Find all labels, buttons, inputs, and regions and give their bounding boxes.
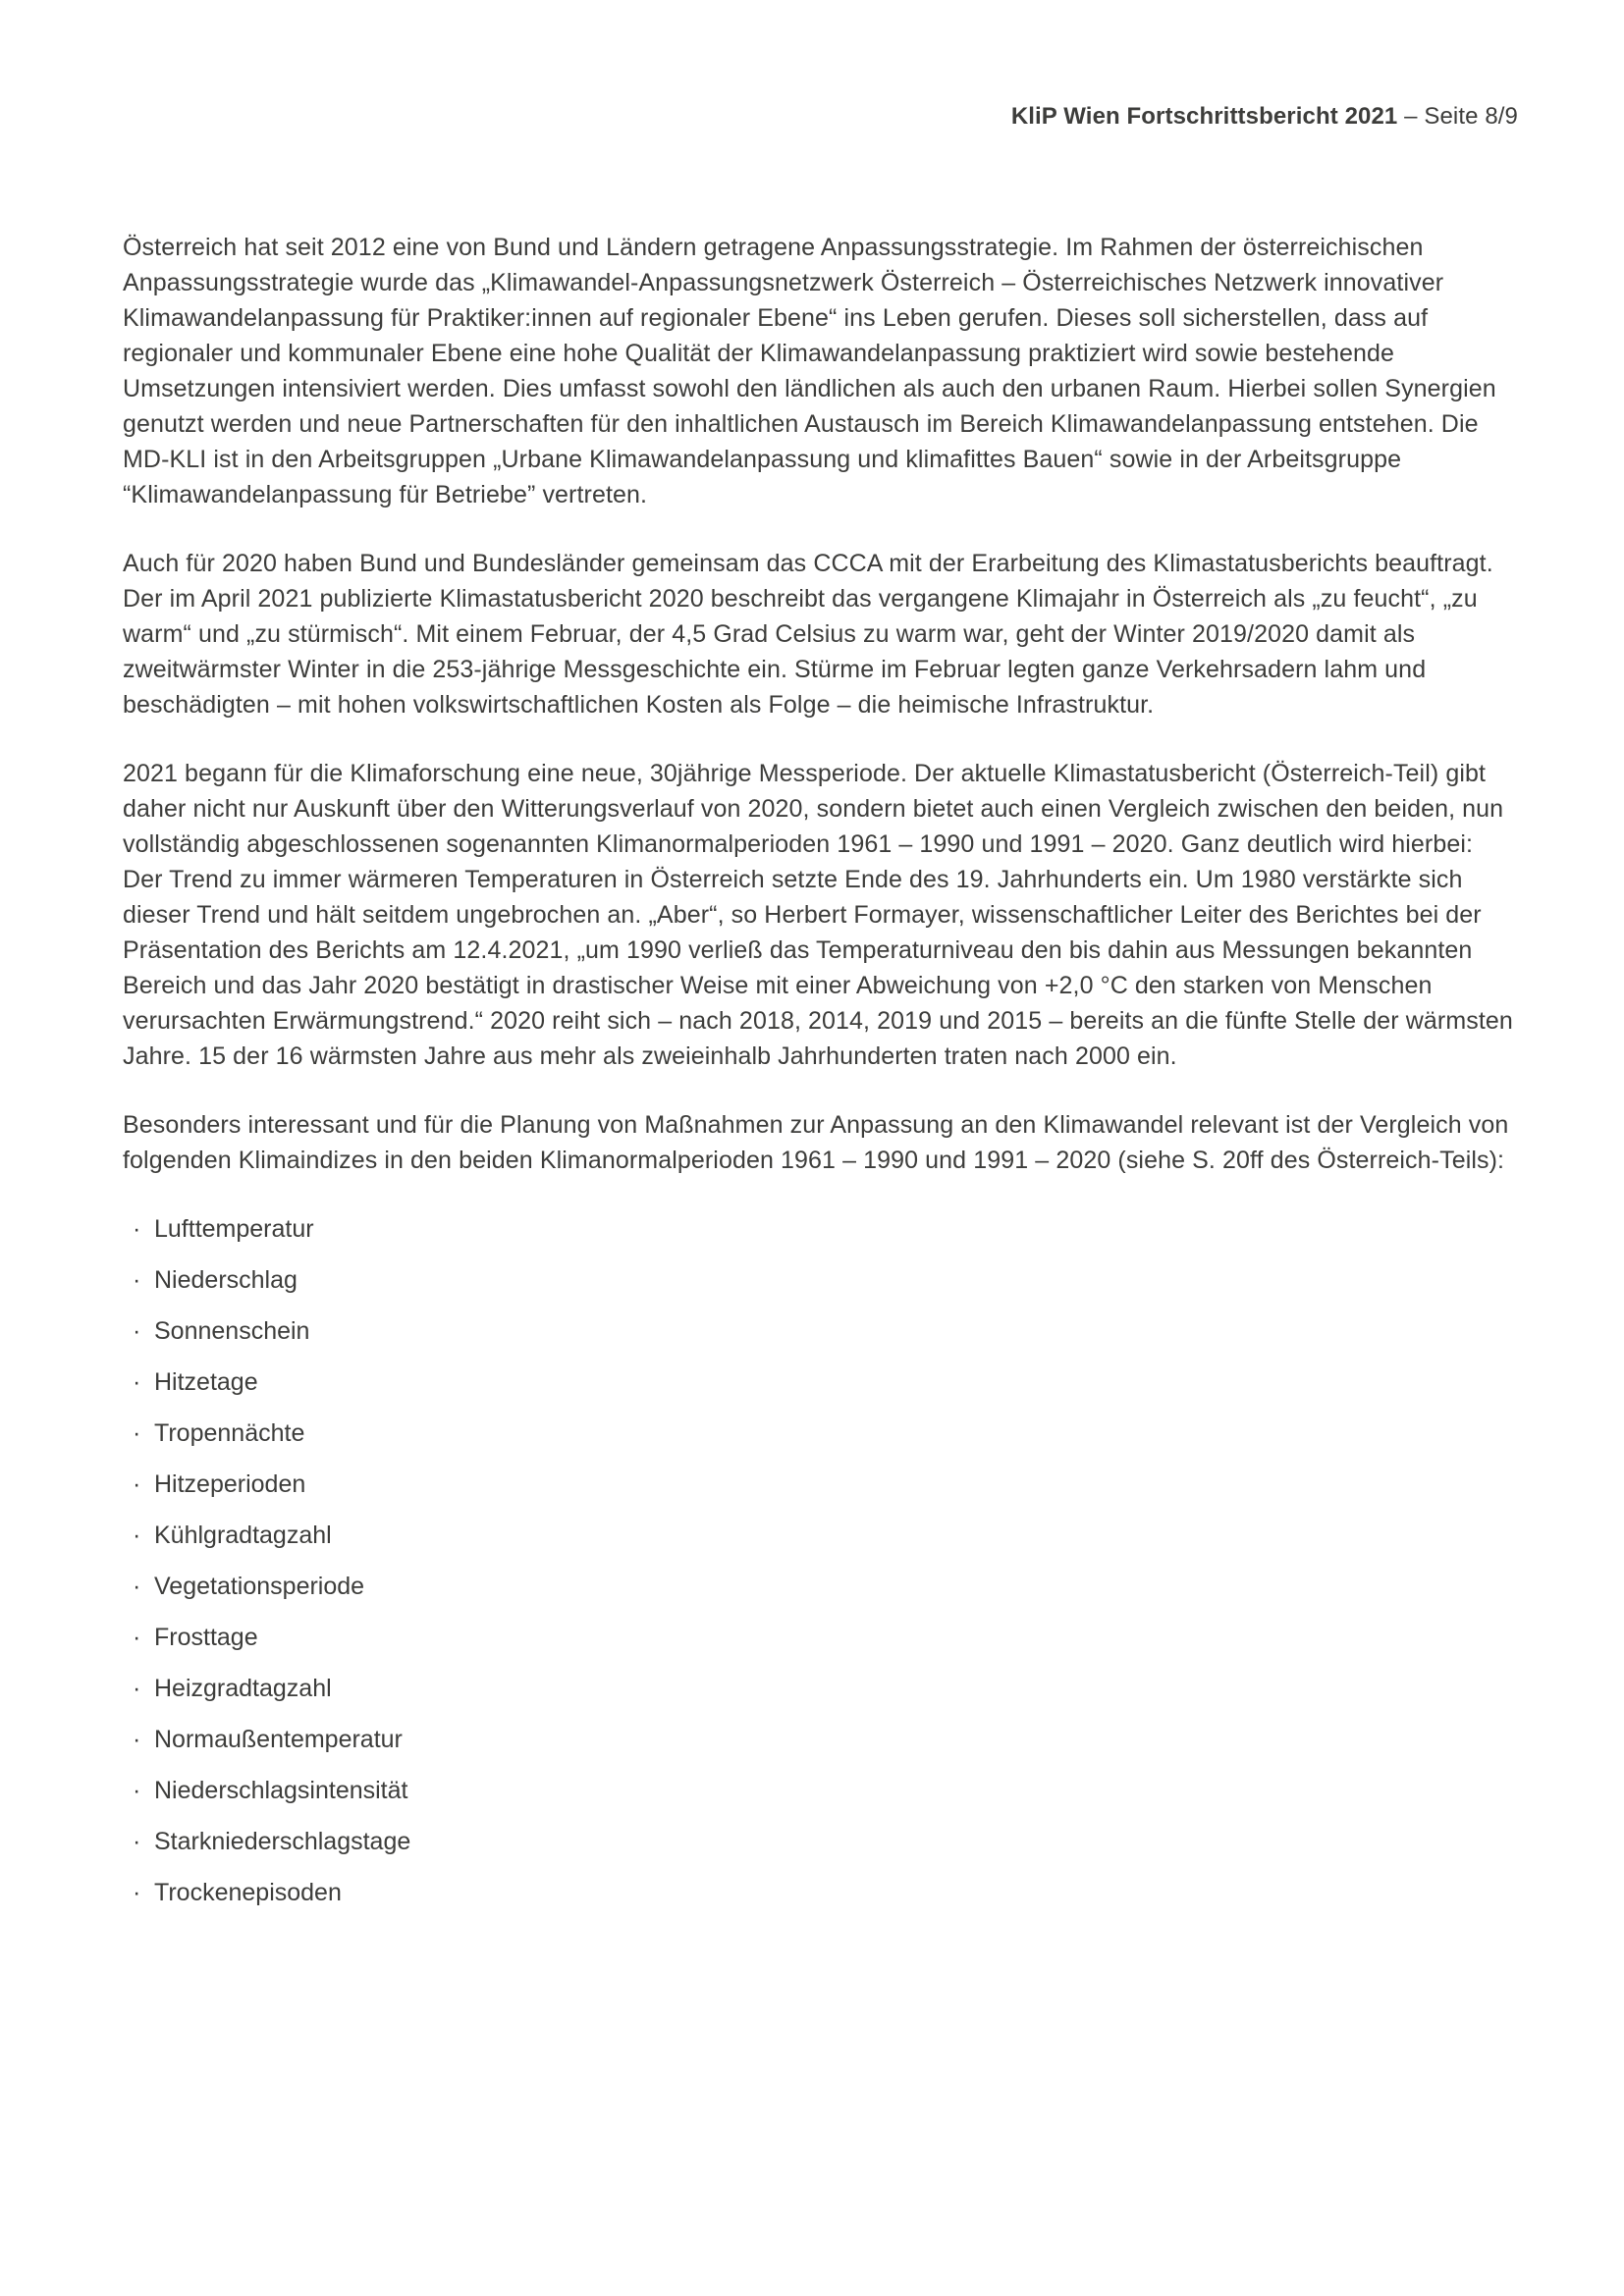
list-item-label: Heizgradtagzahl bbox=[154, 1675, 332, 1702]
list-item-label: Trockenepisoden bbox=[154, 1879, 342, 1906]
list-item bbox=[123, 1824, 1518, 1859]
page-number: – Seite 8/9 bbox=[1397, 103, 1518, 130]
list-item bbox=[123, 1518, 1518, 1553]
list-item bbox=[123, 1671, 1518, 1706]
page-header bbox=[123, 102, 1518, 132]
list-item-label: Sonnenschein bbox=[154, 1317, 310, 1345]
body-paragraph: 2021 begann für die Klimaforschung eine neue, 30jährige Messperiode. Der aktuelle Klimastatusbericht (Österreich-Teil) gibt daher nicht nur Auskunft über den Witterungsverlauf von 2020, sondern bietet auch einen Vergleich zwischen den beiden, nun vollständig abgeschlossenen sogenannten Klimanormalperioden 1961 – 1990 und 1991 – 2020. Ganz deutlich wird hierbei: Der Trend zu immer wärmeren Temperaturen in Österreich setzte Ende des 19. Jahrhunderts ein. Um 1980 verstärkte sich dieser Trend und hält seitdem ungebrochen an. „Aber“, so Herbert Formayer, wissenschaftlicher Leiter des Berichtes bei der Präsentation des Berichts am 12.4.2021, „um 1990 verließ das Temperaturniveau den bis dahin aus Messungen bekannten Bereich und das Jahr 2020 bestätigt in drastischer Weise mit einer Abweichung von +2,0 °C den starken von Menschen verursachten Erwärmungstrend.“ 2020 reiht sich – nach 2018, 2014, 2019 und 2015 – bereits an die fünfte Stelle der wärmsten Jahre. 15 der 16 wärmsten Jahre aus mehr als zweieinhalb Jahrhunderten traten nach 2000 ein. bbox=[123, 760, 1513, 1070]
report-title: KliP Wien Fortschrittsbericht 2021 bbox=[1010, 103, 1398, 130]
body-paragraph: Auch für 2020 haben Bund und Bundesländer gemeinsam das CCCA mit der Erarbeitung des Klimastatusberichts beauftragt. Der im April 2021 publizierte Klimastatusbericht 2020 beschreibt das vergangene Klimajahr in Österreich als „zu feucht“, „zu warm“ und „zu stürmisch“. Mit einem Februar, der 4,5 Grad Celsius zu warm war, geht der Winter 2019/2020 damit als zweitwärmster Winter in die 253-jährige Messgeschichte ein. Stürme im Februar legten ganze Verkehrsadern lahm und beschädigten – mit hohen volkswirtschaftlichen Kosten als Folge – die heimische Infrastruktur. bbox=[123, 550, 1493, 719]
bullet-icon: · bbox=[133, 1368, 141, 1396]
list-item-label: Hitzetage bbox=[154, 1368, 258, 1396]
list-item-label: Frosttage bbox=[154, 1624, 258, 1651]
list-item-label: Normaußentemperatur bbox=[154, 1726, 403, 1753]
list-item bbox=[123, 1569, 1518, 1604]
climate-index-list bbox=[123, 1211, 1518, 1910]
list-item-label: Kühlgradtagzahl bbox=[154, 1522, 332, 1549]
list-item bbox=[123, 1875, 1518, 1910]
bullet-icon: · bbox=[133, 1828, 141, 1855]
bullet-icon: · bbox=[133, 1624, 141, 1651]
body-paragraph: Besonders interessant und für die Planung von Maßnahmen zur Anpassung an den Klimawandel relevant ist der Vergleich von folgenden Klimaindizes in den beiden Klimanormalperioden 1961 – 1990 und 1991 – 2020 (siehe S. 20ff des Österreich-Teils): bbox=[123, 1111, 1509, 1174]
bullet-icon: · bbox=[133, 1266, 141, 1294]
bullet-icon: · bbox=[133, 1879, 141, 1906]
list-item bbox=[123, 1313, 1518, 1349]
list-item bbox=[123, 1467, 1518, 1502]
list-item-label: Lufttemperatur bbox=[154, 1215, 314, 1243]
list-item bbox=[123, 1415, 1518, 1451]
list-item-label: Niederschlagsintensität bbox=[154, 1777, 408, 1804]
bullet-icon: · bbox=[133, 1573, 141, 1600]
bullet-icon: · bbox=[133, 1675, 141, 1702]
list-item-label: Vegetationsperiode bbox=[154, 1573, 365, 1600]
body-paragraph: Österreich hat seit 2012 eine von Bund und Ländern getragene Anpassungsstrategie. Im Rahmen der österreichischen Anpassungsstrategie wurde das „Klimawandel-Anpassungsnetzwerk Österreich – Österreichisches Netzwerk innovativer Klimawandelanpassung für Praktiker:innen auf regionaler Ebene“ ins Leben gerufen. Dieses soll sicherstellen, dass auf regionaler und kommunaler Ebene eine hohe Qualität der Klimawandelanpassung praktiziert wird sowie bestehende Umsetzungen intensiviert werden. Dies umfasst sowohl den ländlichen als auch den urbanen Raum. Hierbei sollen Synergien genutzt werden und neue Partnerschaften für den inhaltlichen Austausch im Bereich Klimawandelanpassung entstehen. Die MD-KLI ist in den Arbeitsgruppen „Urbane Klimawandelanpassung und klimafittes Bauen“ sowie in der Arbeitsgruppe “Klimawandelanpassung für Betriebe” vertreten. bbox=[123, 234, 1496, 508]
bullet-icon: · bbox=[133, 1419, 141, 1447]
list-item bbox=[123, 1364, 1518, 1400]
list-item-label: Hitzeperioden bbox=[154, 1470, 306, 1498]
bullet-icon: · bbox=[133, 1777, 141, 1804]
list-item-label: Niederschlag bbox=[154, 1266, 298, 1294]
list-item bbox=[123, 1722, 1518, 1757]
bullet-icon: · bbox=[133, 1726, 141, 1753]
list-item bbox=[123, 1620, 1518, 1655]
bullet-icon: · bbox=[133, 1470, 141, 1498]
list-item-label: Starkniederschlagstage bbox=[154, 1828, 411, 1855]
list-item bbox=[123, 1211, 1518, 1247]
bullet-icon: · bbox=[133, 1522, 141, 1549]
page-body bbox=[123, 230, 1518, 1910]
list-item bbox=[123, 1773, 1518, 1808]
list-item bbox=[123, 1262, 1518, 1298]
bullet-icon: · bbox=[133, 1215, 141, 1243]
bullet-icon: · bbox=[133, 1317, 141, 1345]
list-item-label: Tropennächte bbox=[154, 1419, 305, 1447]
